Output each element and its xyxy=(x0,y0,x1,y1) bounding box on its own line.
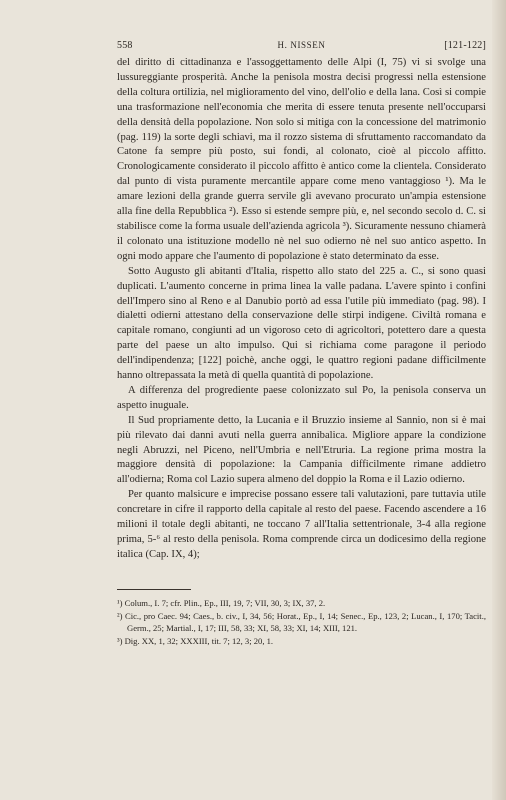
paragraph-5: Per quanto malsicure e imprecise possano essere tali valutazioni, pare tuttavia utile concretare in cifre il rapporto della capitale al resto del paese. Facendo ascendere a 16 milioni il totale degli abitanti, ne toccano 7 all'Italia settentrionale, 3-4 alla regione prima, 5-⁶ al resto della penisola. Roma comprende circa un dodicesimo della regione italica (Cap. IX, 4); xyxy=(117,489,486,560)
footnote-separator xyxy=(117,589,191,590)
page-range: [121-122] xyxy=(444,40,486,51)
footnote-2: ²) Cic., pro Caec. 94; Caes., b. civ., I, 34, 56; Horat., Ep., I, 14; Senec., Ep., 123, 2; Lucan., I, 170; Tacit., Germ., 25; Martial., I, 17; III, 58, 33; XI, 58, 33; XI, 14; XIII, 121. xyxy=(117,611,486,633)
paragraph-3: A differenza del progrediente paese colonizzato sul Po, la penisola conserva un aspetto inuguale. xyxy=(117,384,486,411)
paragraph-2: Sotto Augusto gli abitanti d'Italia, rispetto allo stato del 225 a. C., si sono quasi duplicati. L'aumento concerne in prima linea la valle padana. L'avere spinto i confini dell'Impero sino al Reno e al Danubio portò ad essa l'utile più immediato (pag. 98). I dialetti odierni attestano della conservazione delle stirpi indigene. Civiltà romana e capitale romano, congiunti ad un vigoroso ceto di agricoltori, potettero dare a questa parte del paese un alto impulso. Qui si richiama come paragone il periodo dell'indipendenza; [122] poichè, anche oggi, le quattro regioni padane difficilmente hanno oltrepassata la metà di quella quantità di popolazione. xyxy=(117,265,486,382)
page-gutter-shadow xyxy=(492,0,506,800)
footnote-1: ¹) Colum., I. 7; cfr. Plin., Ep., III, 19, 7; VII, 30, 3; IX, 37, 2. xyxy=(117,598,326,608)
page-number: 558 xyxy=(117,40,133,51)
footnotes xyxy=(117,597,486,648)
footnote-3: ³) Dig. XX, 1, 32; XXXIII, tit. 7; 12, 3; 20, 1. xyxy=(117,636,274,646)
page-header xyxy=(117,40,486,54)
running-head: H. NISSEN xyxy=(277,40,326,50)
paragraph-4: Il Sud propriamente detto, la Lucania e il Bruzzio insieme al Sannio, non si è mai più rilevato dai danni avuti nella guerra annibalica. Migliore appare la condizione negli Abruzzi, nel Piceno, nell'Umbria e nell'Etruria. La regione prima mostra la maggiore densità di popolazione: la Campania difficilmente rimane addietro all'odierna; Roma col Lazio supera almeno del doppio la Roma e il Lazio odierno. xyxy=(117,414,486,486)
main-text xyxy=(117,56,486,563)
paragraph-1: del diritto di cittadinanza e l'assoggettamento delle Alpi (I, 75) vi si svolge una lussureggiante prosperità. Anche la penisola mostra decisi progressi nella estensione della coltura ortilizia, nel miglioramento del vino, dell'olio e della lana. Così si compie una trasformazione nell'economia che merita di essere tenuta presente nell'occuparsi della densità della popolazione. Non solo si mitiga con la concessione del matrimonio (pag. 119) la sorte degli schiavi, ma il rozzo sistema di sfruttamento raccomandato da Catone fa sempre più posto, sui fondi, al colonato, cioè al piccolo affitto. Cronologicamente considerato il piccolo affitto è antico come la clientela. Considerato dal punto di vista puramente mercantile appare come meno vantaggioso ¹). Ma le amare lezioni della grande guerra servile gli avevano procurato un'ampia estensione alla fine della Repubblica ²). Esso si estende sempre più, e, nel secondo secolo d. C. si stabilisce come la forma usuale dell'azienda agricola ³). Sicuramente nessuno chiamerà il colonato una istituzione modello nè nel suo odierno nè nel suo antico aspetto. In ogni modo appare che l'aumento di popolazione è stato determinato da esse. xyxy=(117,57,486,262)
